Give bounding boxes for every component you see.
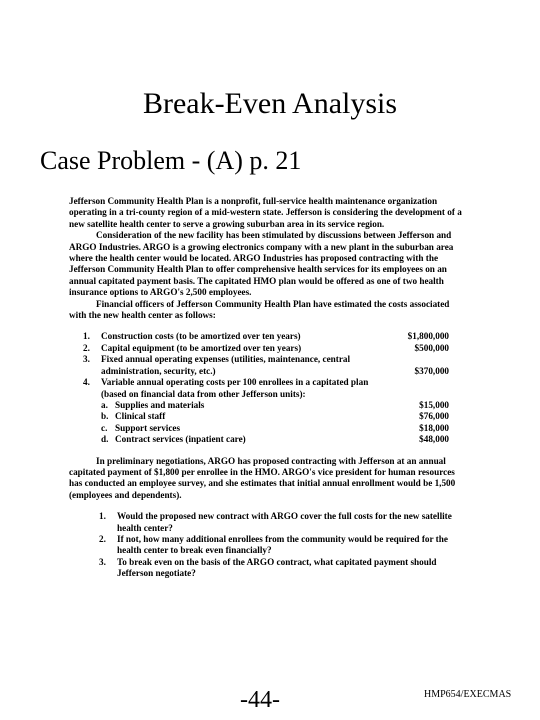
- cost-item-label: Fixed annual operating expenses (utilities, maintenance, central administration, security, etc.): [101, 354, 351, 376]
- subcost-item-label: Support services: [115, 422, 181, 433]
- cost-item-number: 2.: [83, 342, 90, 353]
- subcost-item-amount: $48,000: [419, 434, 449, 445]
- subcost-item: [69, 400, 469, 411]
- cost-item-amount: $1,800,000: [407, 331, 449, 342]
- page-number: -44-: [240, 687, 280, 713]
- cost-item: [69, 343, 469, 354]
- question-item: [69, 511, 469, 534]
- subcost-item-letter: a.: [101, 399, 108, 410]
- footer-code: HMP654/EXECMAS: [424, 689, 512, 700]
- subcost-item: [69, 423, 469, 434]
- intro-paragraph: Jefferson Community Health Plan is a nonprofit, full-service health maintenance organization operating in a tri-county region of a mid-western state. Jefferson is considering the development of a new satellite health center to serve a growing suburban area in its service region.: [69, 196, 462, 229]
- subcost-item-letter: b.: [101, 411, 109, 422]
- subcost-item: [69, 434, 469, 445]
- subcost-item-label: Clinical staff: [115, 411, 166, 422]
- cost-item-number: 3.: [83, 354, 90, 365]
- consideration-paragraph: Consideration of the new facility has been stimulated by discussions between Jefferson and ARGO Industries. ARGO is a growing electronics company with a new plant in the suburban area where the health center would be located. ARGO Industries has proposed contracting with the Jefferson Community Health Plan to offer comprehensive health services for its employees on an annual capitated payment basis. The capitated HMO plan would be offered as one of two health insurance options to ARGO's 2,500 employees.: [69, 230, 454, 298]
- question-number: 3.: [99, 556, 106, 567]
- subcost-item-letter: c.: [101, 422, 108, 433]
- question-number: 2.: [99, 533, 106, 544]
- subcost-item-amount: $18,000: [419, 422, 449, 433]
- subcost-item-amount: $76,000: [419, 411, 449, 422]
- cost-item-amount: $500,000: [414, 342, 449, 353]
- cost-item-label: Variable annual operating costs per 100 enrollees in a capitated plan (based on financial data from other Jefferson units):: [101, 377, 369, 399]
- question-text: To break even on the basis of the ARGO contract, what capitated payment should Jefferson negotiate?: [117, 556, 437, 579]
- subcost-item-label: Supplies and materials: [115, 399, 205, 410]
- question-text: If not, how many additional enrollees from the community would be required for the health center to break even financially?: [117, 533, 448, 556]
- cost-item-amount: $370,000: [414, 365, 449, 376]
- slide-title: Break-Even Analysis: [142, 87, 398, 120]
- slide-subtitle: Case Problem - (A) p. 21: [40, 146, 302, 175]
- cost-item-amount: [369, 377, 469, 400]
- question-item: [69, 534, 469, 557]
- question-text: Would the proposed new contract with ARGO cover the full costs for the new satellite health center?: [117, 511, 452, 533]
- subcost-item: [69, 411, 469, 422]
- cost-item-label: Construction costs (to be amortized over ten years): [101, 331, 301, 342]
- cost-item-number: 4.: [83, 377, 90, 388]
- cost-item: [69, 331, 469, 342]
- cost-item-number: 1.: [83, 331, 90, 342]
- question-item: [69, 557, 469, 580]
- cost-item: [69, 377, 469, 400]
- subcost-item-label: Contract services (inpatient care): [115, 434, 246, 445]
- subcost-item-letter: d.: [101, 434, 109, 445]
- subcost-item-amount: $15,000: [419, 399, 449, 410]
- negotiation-paragraph: In preliminary negotiations, ARGO has proposed contracting with Jefferson at an annual capitated payment of $1,800 per enrollee in the HMO. ARGO's vice president for human resources has conducted an employee survey, and she estimates that initial annual enrollment would be 1,500 (employees and dependents).: [69, 455, 456, 500]
- question-number: 1.: [99, 511, 106, 522]
- case-document: [69, 196, 469, 580]
- financial-paragraph: Financial officers of Jefferson Community Health Plan have estimated the costs associated with the new health center as follows:: [69, 298, 450, 321]
- cost-item-label: Capital equipment (to be amortized over ten years): [101, 342, 302, 353]
- cost-item: [69, 354, 469, 377]
